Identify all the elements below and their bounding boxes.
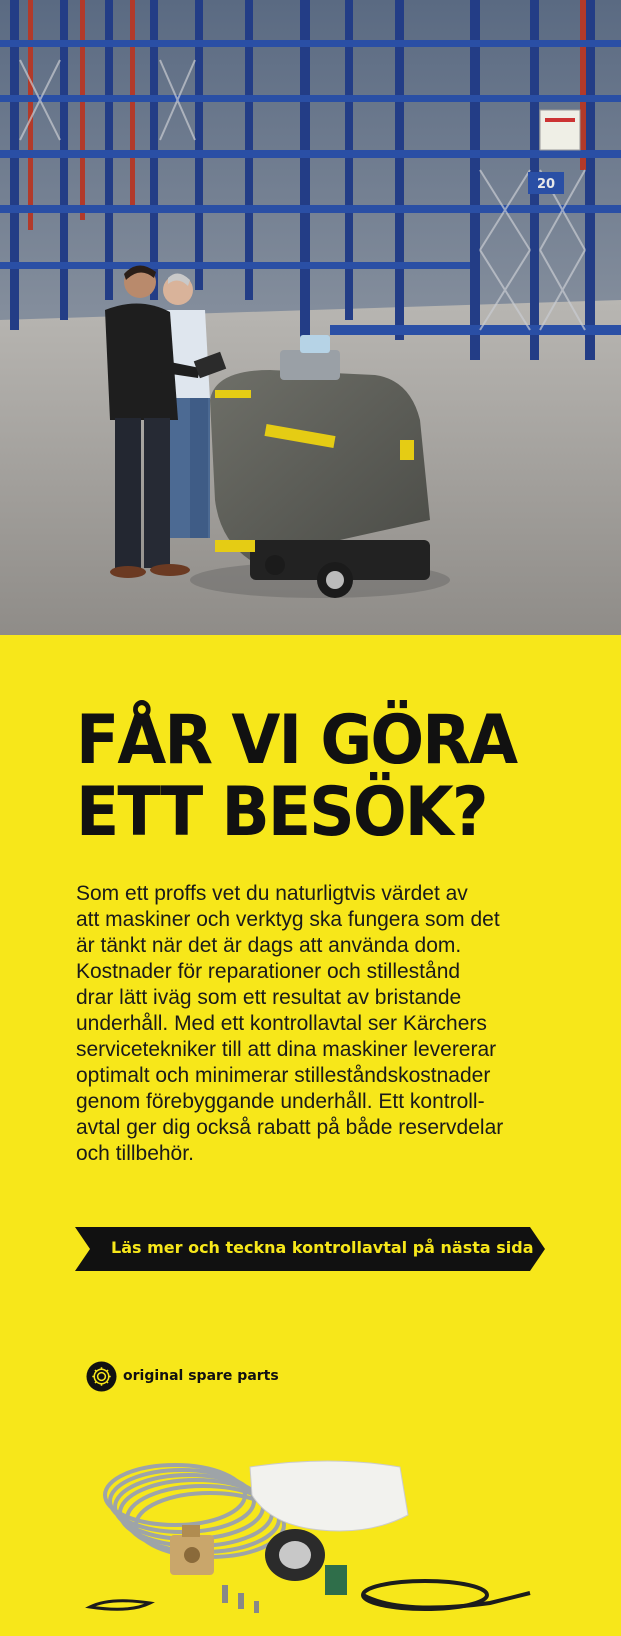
rack-number-label: 20 — [536, 177, 556, 192]
hero-photo — [0, 0, 621, 635]
headline-line-2: ETT BESÖK? — [76, 773, 487, 852]
gear-icon — [86, 1361, 117, 1392]
circuit-board — [325, 1565, 347, 1595]
small-fittings — [222, 1585, 259, 1613]
cta-label: Läs mer och teckna kontrollavtal på nästa sida — [111, 1238, 534, 1257]
black-hose — [363, 1581, 530, 1609]
filter-bag — [250, 1461, 408, 1531]
warehouse-scene-illustration — [0, 0, 621, 635]
headline — [76, 701, 560, 852]
yellow-content-panel — [0, 635, 621, 1636]
body-paragraph: Som ett proffs vet du naturligtvis värdet av att maskiner och verktyg ska fungera som det är tänkt när det är dags att använda dom. Kostnader för reparationer och stillestånd drar lätt iväg som ett resultat av bristande underhåll. Med ett kontrollavtal ser Kärchers servicetekniker till att dina maskiner levererar optimalt och minimerar stilleståndskostnader genom förebyggande underhåll. Ett kontroll- avtal ger dig också rabatt på både reservdelar och tillbehör. — [76, 882, 504, 1165]
headline-line-1: FÅR VI GÖRA — [76, 701, 517, 780]
spare-parts-illustration — [70, 1415, 570, 1636]
motor-part — [265, 1529, 325, 1581]
spare-parts-label: original spare parts — [123, 1368, 279, 1384]
original-spare-parts-badge — [86, 1360, 279, 1392]
read-more-cta-button[interactable] — [75, 1227, 545, 1271]
small-cable — [90, 1601, 150, 1610]
